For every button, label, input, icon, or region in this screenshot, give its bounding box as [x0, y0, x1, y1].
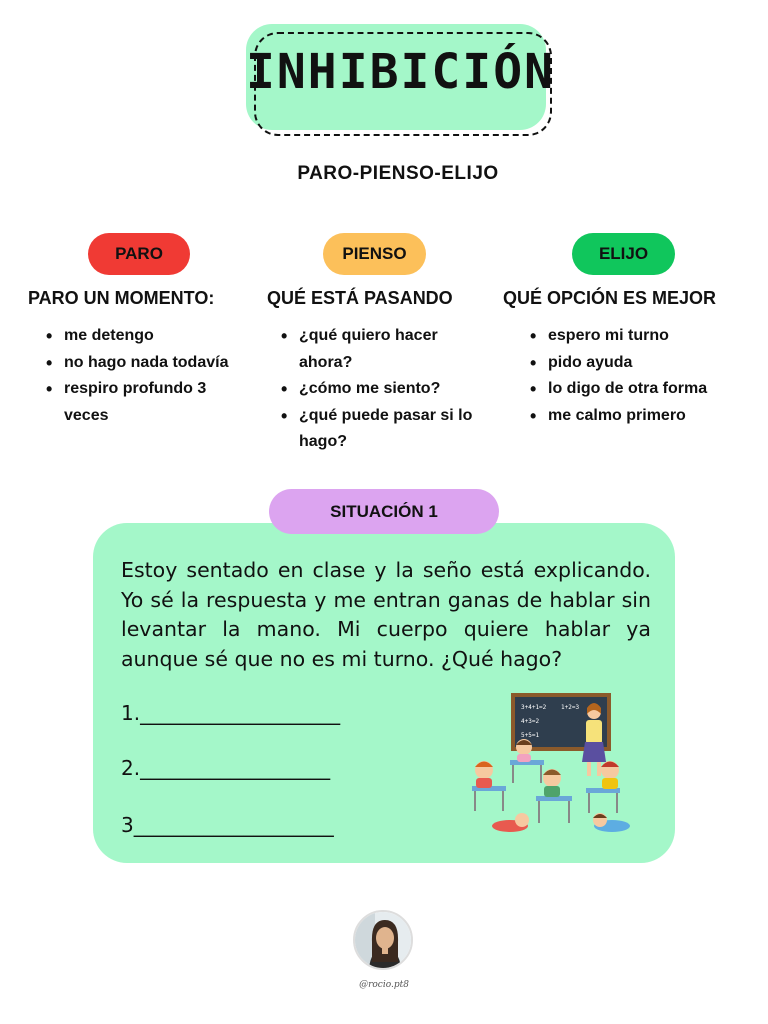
pienso-heading: QUÉ ESTÁ PASANDO [267, 288, 453, 308]
list-item: • me detengo [44, 323, 274, 350]
kid-hair [475, 762, 493, 768]
pienso-pill: PIENSO [323, 233, 426, 275]
desk-leg [512, 765, 514, 783]
board-text: 5+5=1 [521, 732, 540, 739]
teacher-skirt [582, 742, 606, 762]
desk-leg [540, 765, 542, 783]
board-text: 4+3=2 [521, 718, 540, 725]
paro-pill: PARO [88, 233, 190, 275]
desk-leg [474, 791, 476, 811]
list-item: • espero mi turno [528, 323, 748, 350]
answer-line-2[interactable]: 2.___________________ [121, 756, 331, 780]
classroom-illustration [466, 690, 646, 840]
kid-hair [543, 770, 561, 776]
situation-text: Estoy sentado en clase y la seño está explicando. Yo sé la respuesta y me entran ganas de hablar sin levantar la mano. Mi cuerpo quiere hablar ya aunque sé que no es mi turno. ¿Qué hago? [121, 558, 651, 671]
list-item: • lo digo de otra forma [528, 376, 748, 403]
paro-heading: PARO UN MOMENTO: [28, 288, 215, 308]
kid-shirt [517, 754, 531, 762]
pienso-list [279, 323, 509, 456]
kid-shirt [476, 778, 492, 788]
kid-hair [601, 762, 619, 768]
list-item: • me calmo primero [528, 403, 748, 430]
paro-list [44, 323, 274, 429]
page-subtitle: PARO-PIENSO-ELIJO [297, 163, 499, 184]
kid-head [515, 813, 529, 827]
desk-leg [616, 793, 618, 813]
page-title: INHIBICIÓN [246, 44, 555, 100]
list-item: • ¿qué quiero hacer ahora? [279, 323, 474, 376]
avatar-portrait-icon [355, 912, 413, 970]
kid-shirt [544, 786, 560, 797]
elijo-list [528, 323, 748, 429]
situation-pill: SITUACIÓN 1 [269, 489, 499, 534]
author-handle: @rocio.pt8 [359, 980, 409, 990]
answer-line-1[interactable]: 1.____________________ [121, 701, 341, 725]
teacher-leg [587, 762, 591, 776]
elijo-heading: QUÉ OPCIÓN ES MEJOR [503, 288, 717, 308]
list-item: • ¿qué puede pasar si lo hago? [279, 403, 509, 456]
kid-shirt [602, 778, 618, 789]
list-item: • no hago nada todavía [44, 350, 274, 377]
list-item: • respiro profundo 3 veces [44, 376, 214, 429]
list-item: • pido ayuda [528, 350, 748, 377]
desk-leg [502, 791, 504, 811]
teacher-shirt [586, 720, 602, 744]
answer-line-3[interactable]: 3____________________ [121, 813, 334, 837]
author-avatar [353, 910, 413, 970]
desk-leg [538, 801, 540, 823]
list-item: • ¿cómo me siento? [279, 376, 509, 403]
board-text: 1+2=3 [561, 704, 580, 711]
board-text: 3+4+1=2 [521, 704, 547, 711]
desk-leg [588, 793, 590, 813]
teacher-leg [597, 762, 601, 776]
elijo-pill: ELIJO [572, 233, 675, 275]
kid-hair [593, 814, 607, 818]
desk-leg [568, 801, 570, 823]
